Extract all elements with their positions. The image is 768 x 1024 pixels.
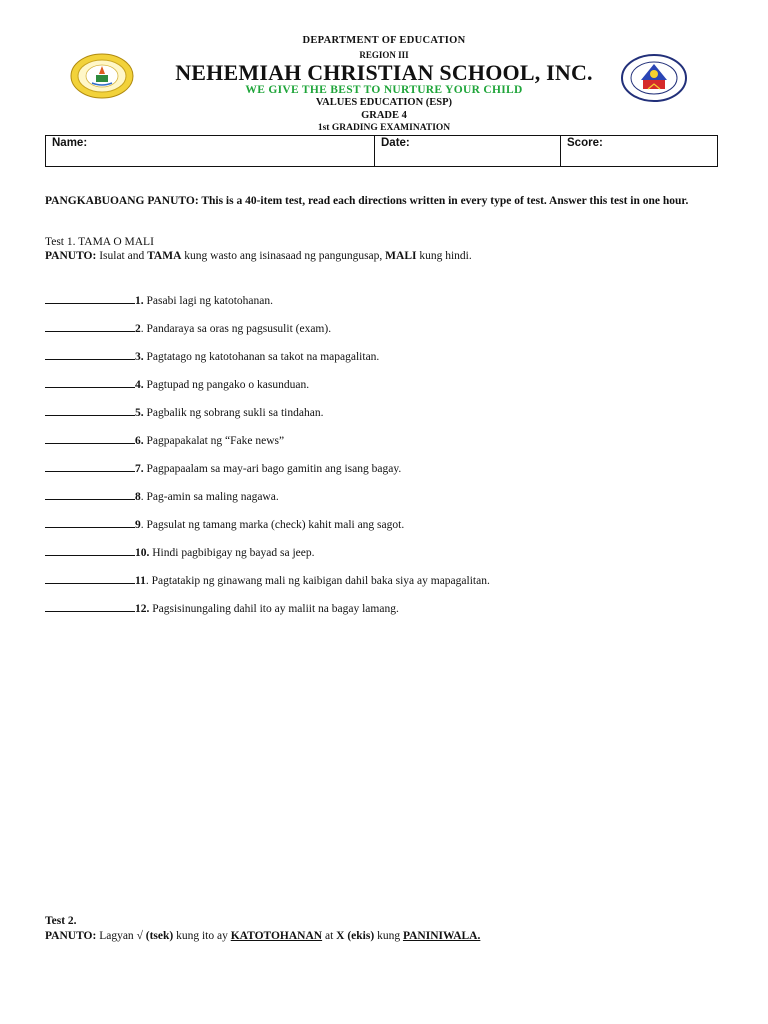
item-number: 4. xyxy=(135,379,144,391)
test1-item xyxy=(45,516,404,531)
test2-katotohanan: KATOTOHANAN xyxy=(230,930,323,942)
test2-dir-part3: at xyxy=(322,930,337,942)
score-field[interactable] xyxy=(561,136,717,166)
deped-seal-icon xyxy=(621,54,687,102)
answer-blank[interactable] xyxy=(45,292,135,304)
answer-blank[interactable] xyxy=(45,460,135,472)
answer-blank[interactable] xyxy=(45,376,135,388)
item-number: 3. xyxy=(135,351,144,363)
answer-blank[interactable] xyxy=(45,432,135,444)
school-name: NEHEMIAH CHRISTIAN SCHOOL, INC. xyxy=(175,60,593,85)
item-number: 11 xyxy=(135,575,146,587)
item-text: Pagtatago ng katotohanan sa takot na mapagalitan. xyxy=(143,351,380,363)
item-number: 2 xyxy=(135,323,141,335)
date-label: Date: xyxy=(381,137,410,149)
item-number: 1. xyxy=(135,295,144,307)
test1-item xyxy=(45,292,273,307)
general-directions xyxy=(45,193,725,210)
test2-dir-part1: Lagyan xyxy=(96,930,137,942)
name-label: Name: xyxy=(52,137,88,149)
test2-tsek: (tsek) xyxy=(142,930,174,942)
test1-dir-part1: Isulat and xyxy=(96,250,148,262)
item-text: Pagbalik ng sobrang sukli sa tindahan. xyxy=(143,407,324,419)
item-text: . Pag-amin sa maling nagawa. xyxy=(140,491,279,503)
test1-title: Test 1. TAMA O MALI xyxy=(45,236,154,248)
item-text: Pagpapaalam sa may-ari bago gamitin ang isang bagay. xyxy=(143,463,402,475)
date-field[interactable] xyxy=(375,136,561,166)
answer-blank[interactable] xyxy=(45,488,135,500)
school-motto: WE GIVE THE BEST TO NURTURE YOUR CHILD xyxy=(245,84,523,96)
item-text: . Pagtatakip ng ginawang mali ng kaibigan dahil baka siya ay mapagalitan. xyxy=(145,575,490,587)
item-text: . Pandaraya sa oras ng pagsusulit (exam). xyxy=(140,323,332,335)
item-number: 8 xyxy=(135,491,141,503)
answer-blank[interactable] xyxy=(45,404,135,416)
test1-item xyxy=(45,488,279,503)
test1-mali: MALI xyxy=(385,250,417,262)
test2-directions xyxy=(45,930,480,942)
item-text: Pagsisinungaling dahil ito ay maliit na bagay lamang. xyxy=(149,603,399,615)
test1-item xyxy=(45,404,323,419)
school-seal-icon xyxy=(70,53,134,99)
department-title: DEPARTMENT OF EDUCATION xyxy=(302,35,466,46)
general-directions-label: PANGKABUOANG PANUTO: xyxy=(45,195,199,207)
test1-item xyxy=(45,320,331,335)
test1-item xyxy=(45,432,284,447)
answer-blank[interactable] xyxy=(45,572,135,584)
item-number: 5. xyxy=(135,407,144,419)
test2-title: Test 2. xyxy=(45,915,77,927)
exam-title: 1st GRADING EXAMINATION xyxy=(317,123,451,133)
test1-dir-part2: kung wasto ang isinasaad ng pangungusap, xyxy=(181,250,386,262)
test1-item xyxy=(45,348,379,363)
test2-paniniwala: PANINIWALA. xyxy=(402,930,481,942)
subject-title: VALUES EDUCATION (ESP) xyxy=(315,97,453,108)
check-mark-icon: √ xyxy=(136,930,143,942)
test1-item xyxy=(45,460,401,475)
test1-panuto-label: PANUTO: xyxy=(45,250,97,262)
test1-item xyxy=(45,572,490,587)
test1-directions xyxy=(45,250,472,262)
item-number: 6. xyxy=(135,435,144,447)
test1-tama: TAMA xyxy=(147,250,182,262)
name-field[interactable] xyxy=(46,136,375,166)
item-text: Hindi pagbibigay ng bayad sa jeep. xyxy=(149,547,315,559)
answer-blank[interactable] xyxy=(45,320,135,332)
item-text: Pasabi lagi ng katotohanan. xyxy=(143,295,273,307)
answer-blank[interactable] xyxy=(45,544,135,556)
region-title: REGION III xyxy=(359,50,409,60)
grade-title: GRADE 4 xyxy=(361,110,407,121)
score-label: Score: xyxy=(567,137,603,149)
item-text: . Pagsulat ng tamang marka (check) kahit mali ang sagot. xyxy=(140,519,405,531)
test2-dir-part2: kung ito ay xyxy=(173,930,231,942)
test2-dir-part4: kung xyxy=(374,930,403,942)
general-directions-text: This is a 40-item test, read each directions written in every type of test. Answer this test in one hour. xyxy=(198,195,689,207)
test1-item xyxy=(45,600,399,615)
item-number: 7. xyxy=(135,463,144,475)
item-text: Pagpapakalat ng “Fake news” xyxy=(143,435,285,447)
student-info-table xyxy=(45,135,718,167)
item-number: 9 xyxy=(135,519,141,531)
answer-blank[interactable] xyxy=(45,516,135,528)
item-number: 12. xyxy=(135,603,150,615)
item-text: Pagtupad ng pangako o kasunduan. xyxy=(143,379,310,391)
test2-x-ekis: X (ekis) xyxy=(336,930,375,942)
answer-blank[interactable] xyxy=(45,600,135,612)
item-number: 10. xyxy=(135,547,150,559)
test1-dir-part3: kung hindi. xyxy=(416,250,472,262)
answer-blank[interactable] xyxy=(45,348,135,360)
test2-panuto-label: PANUTO: xyxy=(45,930,97,942)
test1-item xyxy=(45,376,309,391)
test1-item xyxy=(45,544,315,559)
